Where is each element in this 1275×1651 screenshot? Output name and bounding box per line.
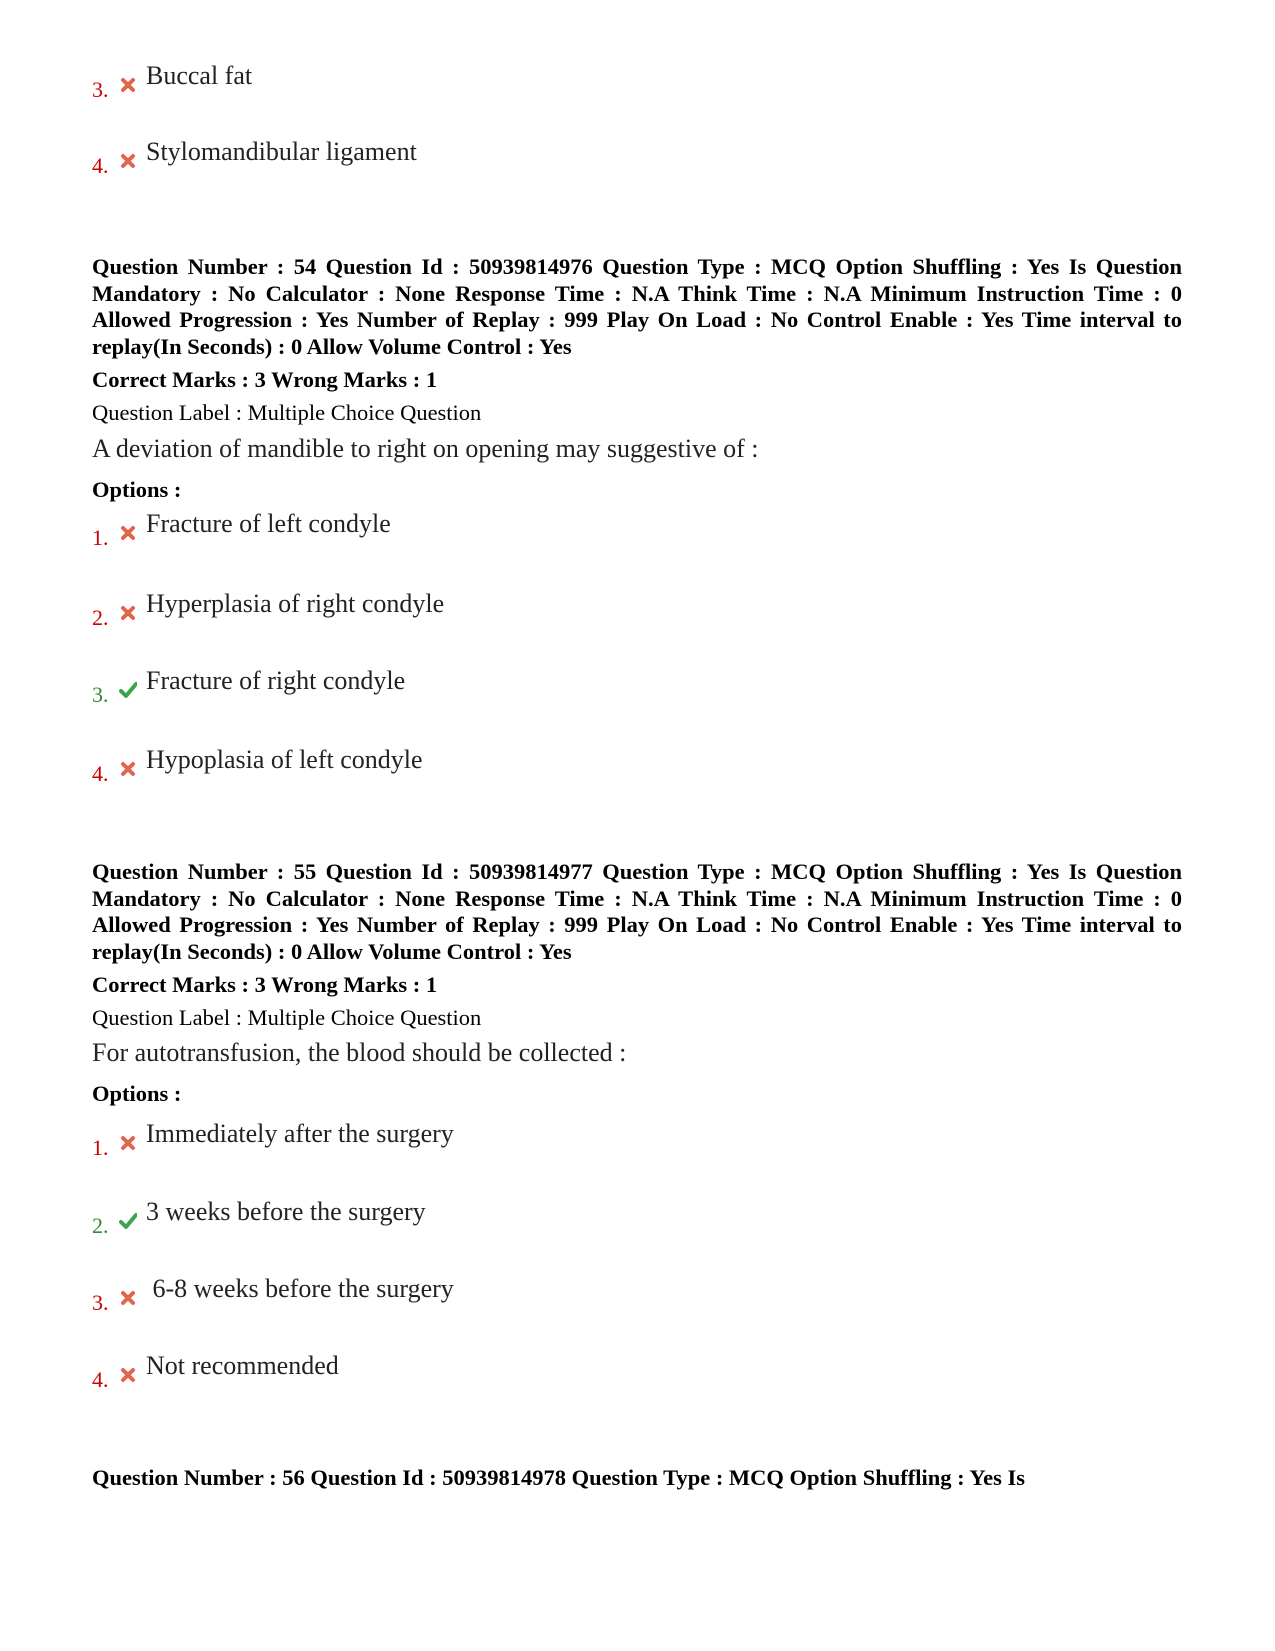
cross-icon [119,1134,137,1152]
option-text: 3 weeks before the surgery [146,1197,426,1226]
q54-option-1 [92,509,992,549]
option-text: Stylomandibular ligament [146,137,417,166]
question-55-text: For autotransfusion, the blood should be collected : [92,1038,627,1067]
option-number: 3. [92,682,109,707]
option-number: 3. [92,77,109,102]
option-number: 4. [92,761,109,786]
option-number: 1. [92,1135,109,1160]
q54-option-2 [92,589,992,629]
question-55-options-heading: Options : [92,1081,182,1106]
option-text: Hypoplasia of left condyle [146,745,423,774]
option-number: 3. [92,1290,109,1315]
question-54-metadata: Question Number : 54 Question Id : 50939814976 Question Type : MCQ Option Shuffling : Yes Is Question Mandatory : No Calculator : None Response Time : N.A Think Time : N.A Minimum Instruction Time : 0 Allowed Progression : Yes Number of Replay : 999 Play On Load : No Control Enable : Yes Time interval to replay(In Seconds) : 0 Allow Volume Control : Yes [92,254,1182,359]
q54-option-4 [92,745,992,785]
option-text: 6-8 weeks before the surgery [146,1274,454,1303]
question-55-marks: Correct Marks : 3 Wrong Marks : 1 [92,972,438,997]
option-text: Buccal fat [146,61,253,90]
q54-option-3 [92,666,992,706]
cross-icon [119,1289,137,1307]
check-icon [119,1212,137,1230]
cross-icon [119,524,137,542]
question-54-text: A deviation of mandible to right on opening may suggestive of : [92,434,759,463]
option-text: Fracture of right condyle [146,666,406,695]
cross-icon [119,604,137,622]
option-number: 1. [92,525,109,550]
prev-option-3 [92,61,992,101]
q55-option-2 [92,1197,992,1237]
option-number: 4. [92,1367,109,1392]
prev-option-4 [92,137,992,177]
cross-icon [119,1366,137,1384]
q55-option-1 [92,1119,992,1159]
cross-icon [119,152,137,170]
option-number: 2. [92,1213,109,1238]
option-number: 2. [92,605,109,630]
question-54-marks: Correct Marks : 3 Wrong Marks : 1 [92,367,438,392]
question-54-label: Question Label : Multiple Choice Question [92,400,482,425]
cross-icon [119,760,137,778]
question-54-options-heading: Options : [92,477,182,502]
q55-option-4 [92,1351,992,1391]
option-number: 4. [92,153,109,178]
q55-option-3 [92,1274,992,1314]
check-icon [119,681,137,699]
cross-icon [119,76,137,94]
option-text: Not recommended [146,1351,339,1380]
option-text: Immediately after the surgery [146,1119,454,1148]
question-55-metadata: Question Number : 55 Question Id : 50939814977 Question Type : MCQ Option Shuffling : Yes Is Question Mandatory : No Calculator : None Response Time : N.A Think Time : N.A Minimum Instruction Time : 0 Allowed Progression : Yes Number of Replay : 999 Play On Load : No Control Enable : Yes Time interval to replay(In Seconds) : 0 Allow Volume Control : Yes [92,859,1182,964]
question-56-metadata: Question Number : 56 Question Id : 50939814978 Question Type : MCQ Option Shuffling : Yes Is [92,1465,1026,1490]
question-55-label: Question Label : Multiple Choice Question [92,1005,482,1030]
option-text: Hyperplasia of right condyle [146,589,445,618]
option-text: Fracture of left condyle [146,509,391,538]
